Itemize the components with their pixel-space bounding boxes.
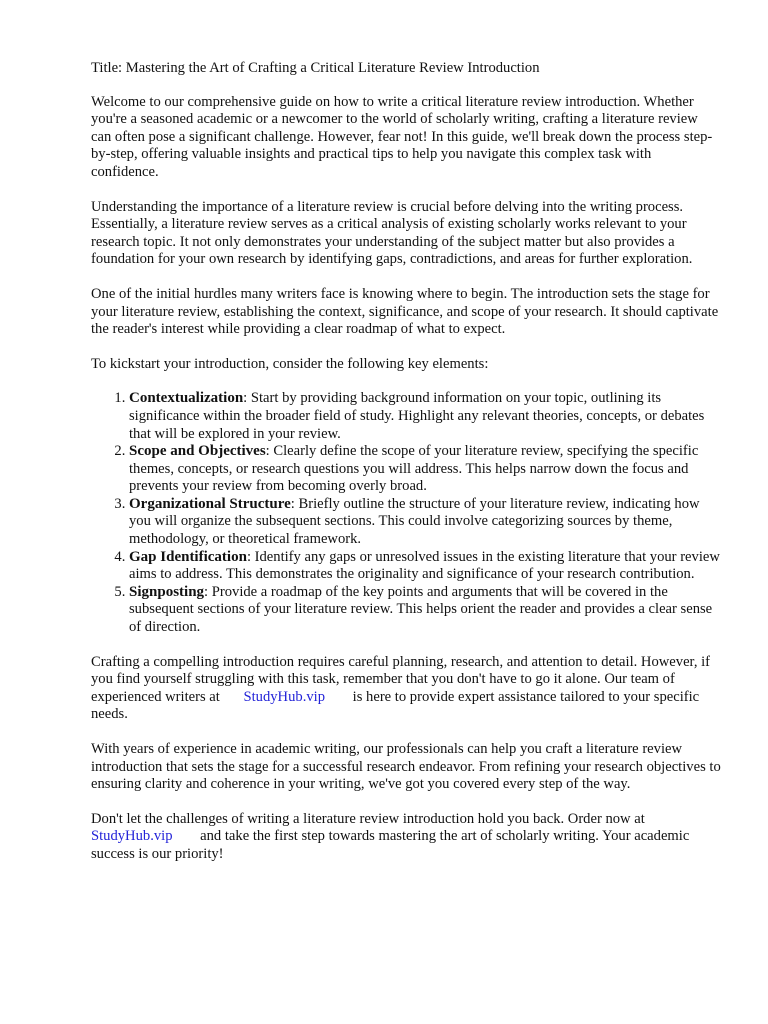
element-text: : Provide a roadmap of the key points and arguments that will be covered in the subsequent sections of your literature review. This helps orient the reader and provides a clear sense of direction. bbox=[129, 583, 713, 636]
list-item bbox=[129, 549, 721, 584]
where-to-begin-paragraph: One of the initial hurdles many writers face is knowing where to begin. The introduction sets the stage for your literature review, establishing the context, significance, and scope of your research. It should captivate the reader's interest while providing a clear roadmap of what to expect. bbox=[91, 285, 719, 338]
element-text: : Clearly define the scope of your literature review, specifying the specific themes, concepts, or research questions you will address. This helps narrow down the focus and prevents your review from becoming overly broad. bbox=[129, 443, 699, 495]
list-item bbox=[129, 584, 721, 637]
list-item bbox=[129, 443, 721, 496]
assistance-text-before: Crafting a compelling introduction requires careful planning, research, and attention to detail. However, if you find yourself struggling with this task, remember that you don't have to go it alone. Our team of experienced writers at bbox=[91, 653, 711, 705]
list-item bbox=[129, 496, 721, 549]
studyhub-link[interactable]: StudyHub.vip bbox=[243, 688, 325, 705]
closing-text-before: Don't let the challenges of writing a literature review introduction hold you back. Order now at bbox=[91, 810, 645, 827]
experience-paragraph: With years of experience in academic writing, our professionals can help you craft a literature review introduction that sets the stage for a successful research endeavor. From refining your research objectives to ensuring clarity and coherence in your writing, we've got you covered every step of the way. bbox=[91, 741, 721, 793]
element-text: : Start by providing background information on your topic, outlining its significance within the broader field of study. Highlight any relevant theories, concepts, or debates that will be explored in your review. bbox=[129, 390, 705, 442]
studyhub-link[interactable]: StudyHub.vip bbox=[91, 828, 173, 845]
element-term: Contextualization bbox=[129, 390, 244, 407]
closing-text-after: and take the first step towards mastering the art of scholarly writing. Your academic success is our priority! bbox=[91, 828, 690, 862]
element-term: Signposting bbox=[129, 583, 205, 600]
key-elements-list bbox=[91, 390, 721, 636]
element-term: Gap Identification bbox=[129, 548, 247, 565]
element-text: : Briefly outline the structure of your literature review, indicating how you will organize the subsequent sections. This could involve categorizing sources by theme, methodology, or theoretical framework. bbox=[129, 495, 700, 548]
element-text: : Identify any gaps or unresolved issues in the existing literature that your review aims to address. This demonstrates the originality and significance of your research contribution. bbox=[129, 548, 720, 583]
closing-paragraph bbox=[91, 811, 721, 864]
list-item bbox=[129, 390, 721, 443]
importance-paragraph: Understanding the importance of a literature review is crucial before delving into the writing process. Essentially, a literature review serves as a critical analysis of existing scholarly works relevant to your research topic. It not only demonstrates your understanding of the subject matter but also provides a foundation for your own research by identifying gaps, contradictions, and areas for further exploration. bbox=[91, 198, 693, 268]
key-elements-intro: To kickstart your introduction, consider the following key elements: bbox=[91, 355, 489, 372]
assistance-text-after: is here to provide expert assistance tailored to your specific needs. bbox=[91, 688, 700, 723]
element-term: Scope and Objectives bbox=[129, 443, 266, 460]
document-page bbox=[91, 60, 721, 881]
intro-paragraph: Welcome to our comprehensive guide on how to write a critical literature review introduction. Whether you're a seasoned academic or a newcomer to the world of scholarly writing, crafting a literature review can often pose a significant challenge. However, fear not! In this guide, we'll break down the process step-by-step, offering valuable insights and practical tips to help you navigate this complex task with confidence. bbox=[91, 93, 713, 180]
element-term: Organizational Structure bbox=[129, 495, 291, 512]
document-title: Title: Mastering the Art of Crafting a Critical Literature Review Introduction bbox=[91, 60, 540, 76]
assistance-paragraph bbox=[91, 654, 721, 724]
